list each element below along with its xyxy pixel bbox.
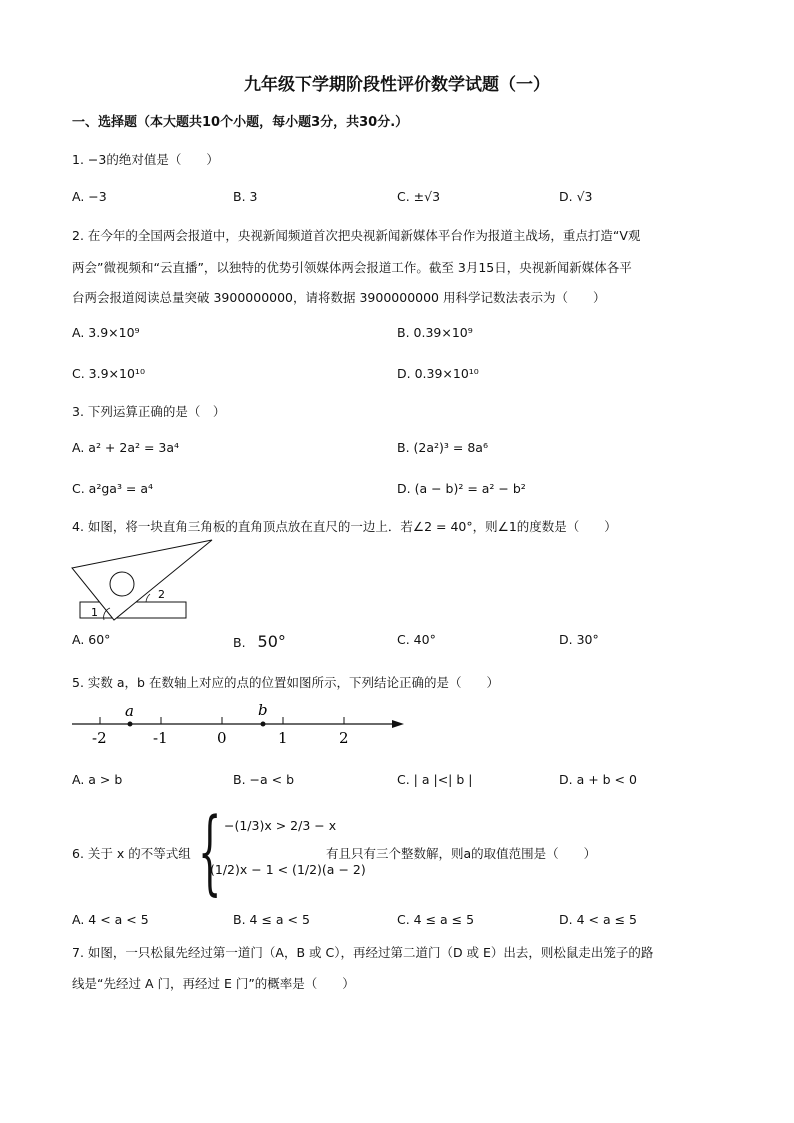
q6-option-a: A. 4 < a < 5 — [72, 912, 149, 927]
question-2-line-2: 两会”微视频和“云直播”，以独特的优势引领媒体两会报道工作。截至 3月15日，央视新闻新媒体各平 — [72, 260, 632, 275]
tick-label: -2 — [92, 729, 107, 747]
angle-1-label: 1 — [91, 606, 98, 619]
q2-option-c: C. 3.9×10¹⁰ — [72, 366, 145, 381]
point-a-label: a — [125, 702, 134, 720]
question-1: 1. −3的绝对值是（ ） — [72, 152, 219, 167]
inequality-1: −(1/3)x > 2/3 − x — [224, 818, 337, 833]
q1-option-c: C. ±√3 — [397, 189, 441, 204]
tick-label: 0 — [217, 729, 227, 747]
q6-option-d: D. 4 < a ≤ 5 — [559, 912, 637, 927]
section-heading: 一、选择题（本大题共10个小题，每小题3分，共30分.） — [72, 115, 409, 130]
question-2-line-1: 2. 在今年的全国两会报道中，央视新闻频道首次把央视新闻新媒体平台作为报道主战场，重点打造“V观 — [72, 228, 641, 243]
q3-option-c: C. a²gа³ = a⁴ — [72, 481, 154, 496]
q4-option-b-letter: B. — [233, 635, 246, 650]
tick-label: -1 — [153, 729, 168, 747]
q5-option-a: A. a > b — [72, 772, 123, 787]
q2-option-d: D. 0.39×10¹⁰ — [397, 366, 479, 381]
q3-option-d: D. (a − b)² = a² − b² — [397, 481, 526, 496]
q2-option-a: A. 3.9×10⁹ — [72, 325, 140, 340]
q3-option-b: B. (2a²)³ = 8a⁶ — [397, 440, 488, 455]
q5-option-b: B. −a < b — [233, 772, 295, 787]
triangle-ruler-figure — [70, 536, 220, 626]
question-3: 3. 下列运算正确的是（ ） — [72, 404, 226, 419]
angle-2-label: 2 — [158, 588, 165, 601]
q5-option-c: C. | a |<| b | — [397, 772, 473, 787]
question-4: 4. 如图，将一块直角三角板的直角顶点放在直尺的一边上．若∠2 = 40°，则∠1的度数是（ ） — [72, 519, 617, 534]
q3-option-a: A. a² + 2a² = 3a⁴ — [72, 440, 180, 455]
question-7-line-2: 线是“先经过 A 门，再经过 E 门”的概率是（ ） — [72, 976, 355, 991]
q2-option-b: B. 0.39×10⁹ — [397, 325, 473, 340]
q4-option-c: C. 40° — [397, 632, 436, 647]
q5-option-d: D. a + b < 0 — [559, 772, 637, 787]
page-title: 九年级下学期阶段性评价数学试题（一） — [244, 75, 550, 95]
question-6-prefix: 6. 关于 x 的不等式组 — [72, 846, 191, 861]
question-2-line-3: 台两会报道阅读总量突破 3900000000，请将数据 3900000000 用科学记数法表示为（ ） — [72, 290, 606, 305]
q4-option-b-value: 50° — [257, 632, 286, 651]
inequality-2: (1/2)x − 1 < (1/2)(a − 2) — [210, 862, 366, 877]
point-b-label: b — [258, 701, 268, 719]
question-5: 5. 实数 a，b 在数轴上对应的点的位置如图所示，下列结论正确的是（ ） — [72, 675, 499, 690]
q4-option-d: D. 30° — [559, 632, 599, 647]
q1-option-b: B. 3 — [233, 189, 258, 204]
number-line-figure — [70, 700, 410, 750]
question-7-line-1: 7. 如图，一只松鼠先经过第一道门（A，B 或 C），再经过第二道门（D 或 E）出去，则松鼠走出笼子的路 — [72, 945, 654, 960]
tick-label: 1 — [278, 729, 288, 747]
tick-label: 2 — [339, 729, 349, 747]
q4-option-b — [233, 632, 286, 651]
q1-option-d: D. √3 — [559, 189, 593, 204]
q6-option-c: C. 4 ≤ a ≤ 5 — [397, 912, 475, 927]
q6-option-b: B. 4 ≤ a < 5 — [233, 912, 310, 927]
q1-option-a: A. −3 — [72, 189, 107, 204]
q4-option-a: A. 60° — [72, 632, 111, 647]
system-brace: { — [198, 798, 222, 905]
question-6-suffix: 有且只有三个整数解，则a的取值范围是（ ） — [326, 846, 597, 861]
